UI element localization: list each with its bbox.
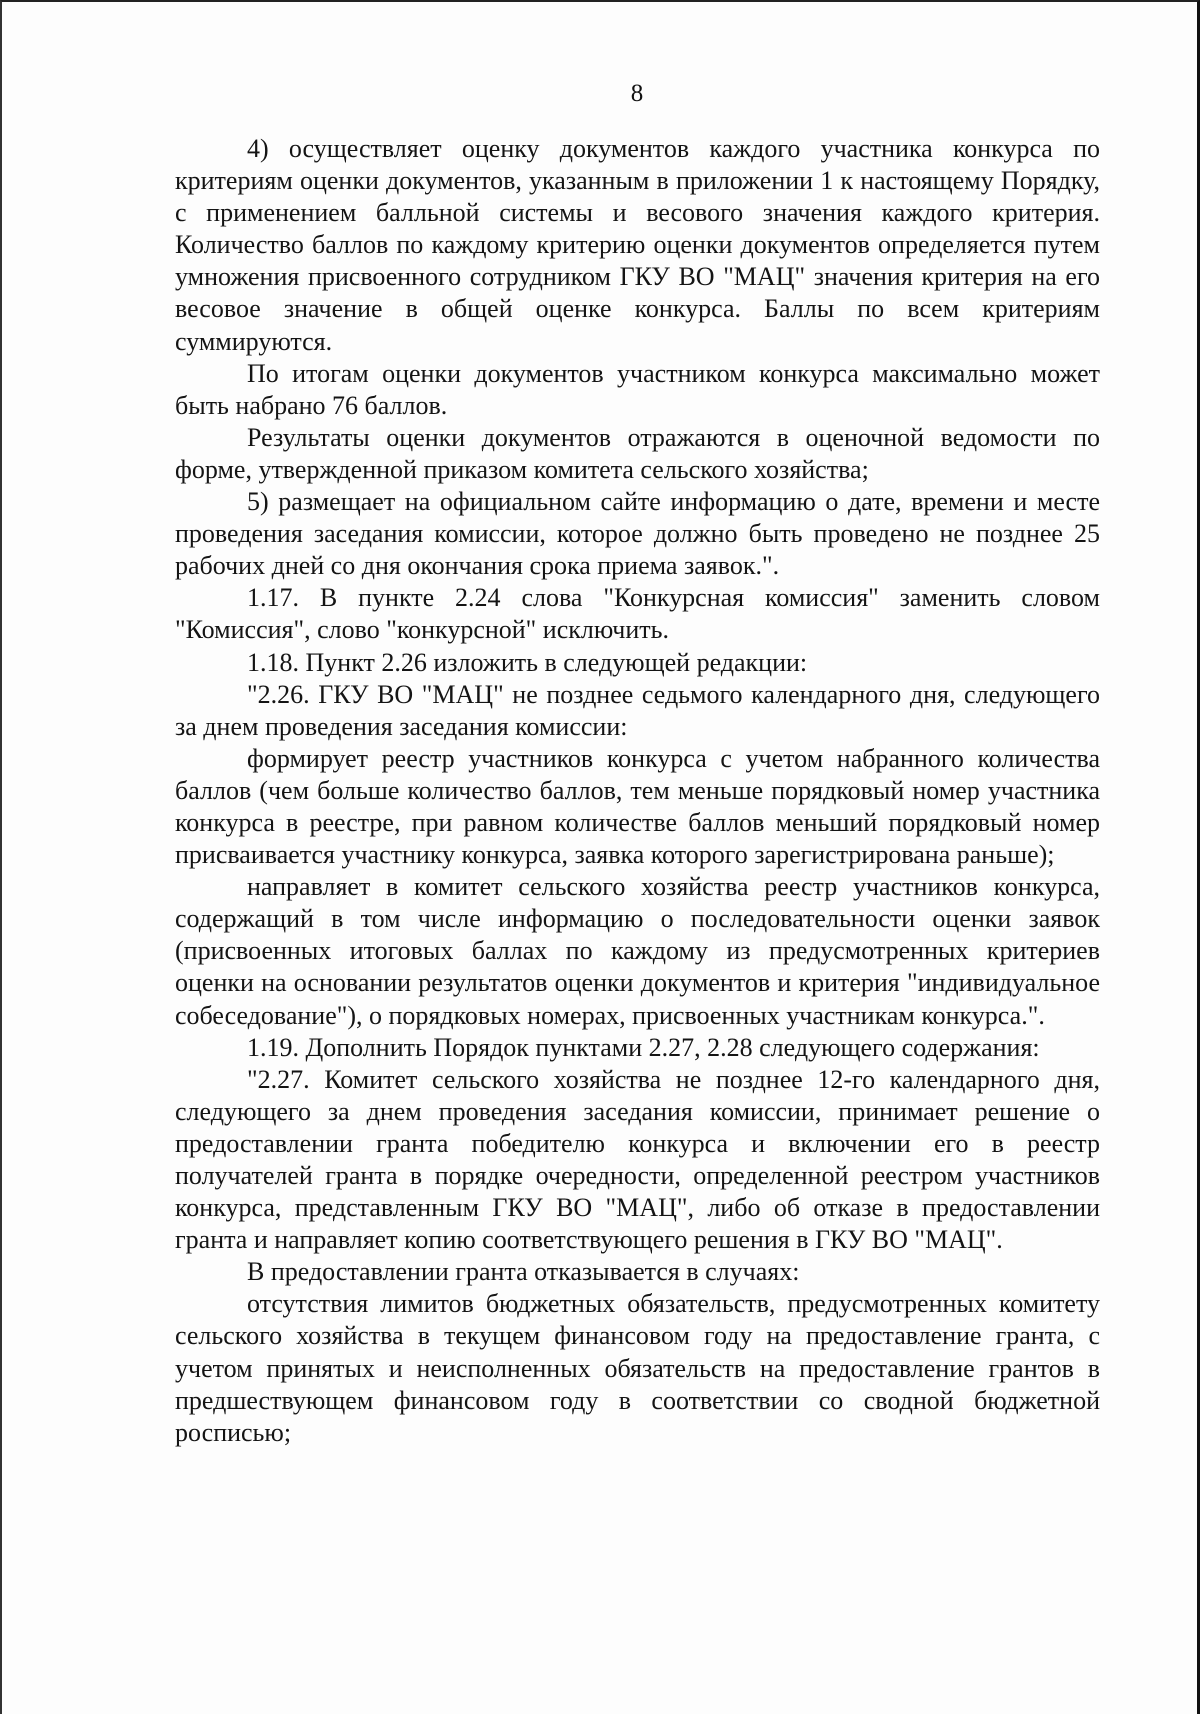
paragraph-2-27: "2.27. Комитет сельского хозяйства не позднее 12-го календарного дня, следующего за днем проведения заседания комиссии, принимает решение о предоставлении гранта победителю конкурса и включении его в реестр получателей гранта в порядке очередности, определенной реестром участников конкурса, представленным ГКУ ВО "МАЦ", либо об отказе в предоставлении гранта и направляет копию соответствующего решения в ГКУ ВО "МАЦ". xyxy=(175,1064,1100,1255)
paragraph-1-17: 1.17. В пункте 2.24 слова "Конкурсная комиссия" заменить словом "Комиссия", слово "конкурсной" исключить. xyxy=(175,583,1100,645)
paragraph-results: Результаты оценки документов отражаются в оценочной ведомости по форме, утвержденной приказом комитета сельского хозяйства; xyxy=(175,422,1100,484)
paragraph-item-5: 5) размещает на официальном сайте информацию о дате, времени и месте проведения заседания комиссии, которое должно быть проведено не позднее 25 рабочих дней со дня окончания срока приема заявок.". xyxy=(175,487,1100,581)
document-body xyxy=(175,133,1100,1449)
paragraph-forms-registry: формирует реестр участников конкурса с учетом набранного количества баллов (чем больше количество баллов, тем меньше порядковый номер участника конкурса в реестре, при равном количестве баллов меньший порядковый номер присваивается участнику конкурса, заявка которого зарегистрирована раньше); xyxy=(175,743,1100,870)
paragraph-sends-registry: направляет в комитет сельского хозяйства реестр участников конкурса, содержащий в том числе информацию о последовательности оценки заявок (присвоенных итоговых баллах по каждому из предусмотренных критериев оценки на основании результатов оценки документов и критерия "индивидуальное собеседование"), о порядковых номерах, присвоенных участникам конкурса.". xyxy=(175,872,1100,1030)
page-number: 8 xyxy=(630,80,644,107)
paragraph-max-score: По итогам оценки документов участником конкурса максимально может быть набрано 76 баллов. xyxy=(175,358,1100,420)
paragraph-1-18: 1.18. Пункт 2.26 изложить в следующей редакции: xyxy=(247,647,808,677)
paragraph-1-19: 1.19. Дополнить Порядок пунктами 2.27, 2.28 следующего содержания: xyxy=(247,1032,1040,1062)
paragraph-item-4: 4) осуществляет оценку документов каждого участника конкурса по критериям оценки документов, указанным в приложении 1 к настоящему Порядку, с применением балльной системы и весового значения каждого критерия. Количество баллов по каждому критерию оценки документов определяется путем умножения присвоенного сотрудником ГКУ ВО "МАЦ" значения критерия на его весовое значение в общей оценке конкурса. Баллы по всем критериям суммируются. xyxy=(175,134,1100,356)
paragraph-refusal-cases: В предоставлении гранта отказывается в случаях: xyxy=(247,1257,800,1287)
paragraph-no-limits: отсутствия лимитов бюджетных обязательств, предусмотренных комитету сельского хозяйства в текущем финансовом году на предоставление гранта, с учетом принятых и неисполненных обязательств на предоставление грантов в предшествующем финансовом году в соответствии со сводной бюджетной росписью; xyxy=(175,1289,1100,1447)
paragraph-2-26: "2.26. ГКУ ВО "МАЦ" не позднее седьмого календарного дня, следующего за днем проведения заседания комиссии: xyxy=(175,679,1100,741)
